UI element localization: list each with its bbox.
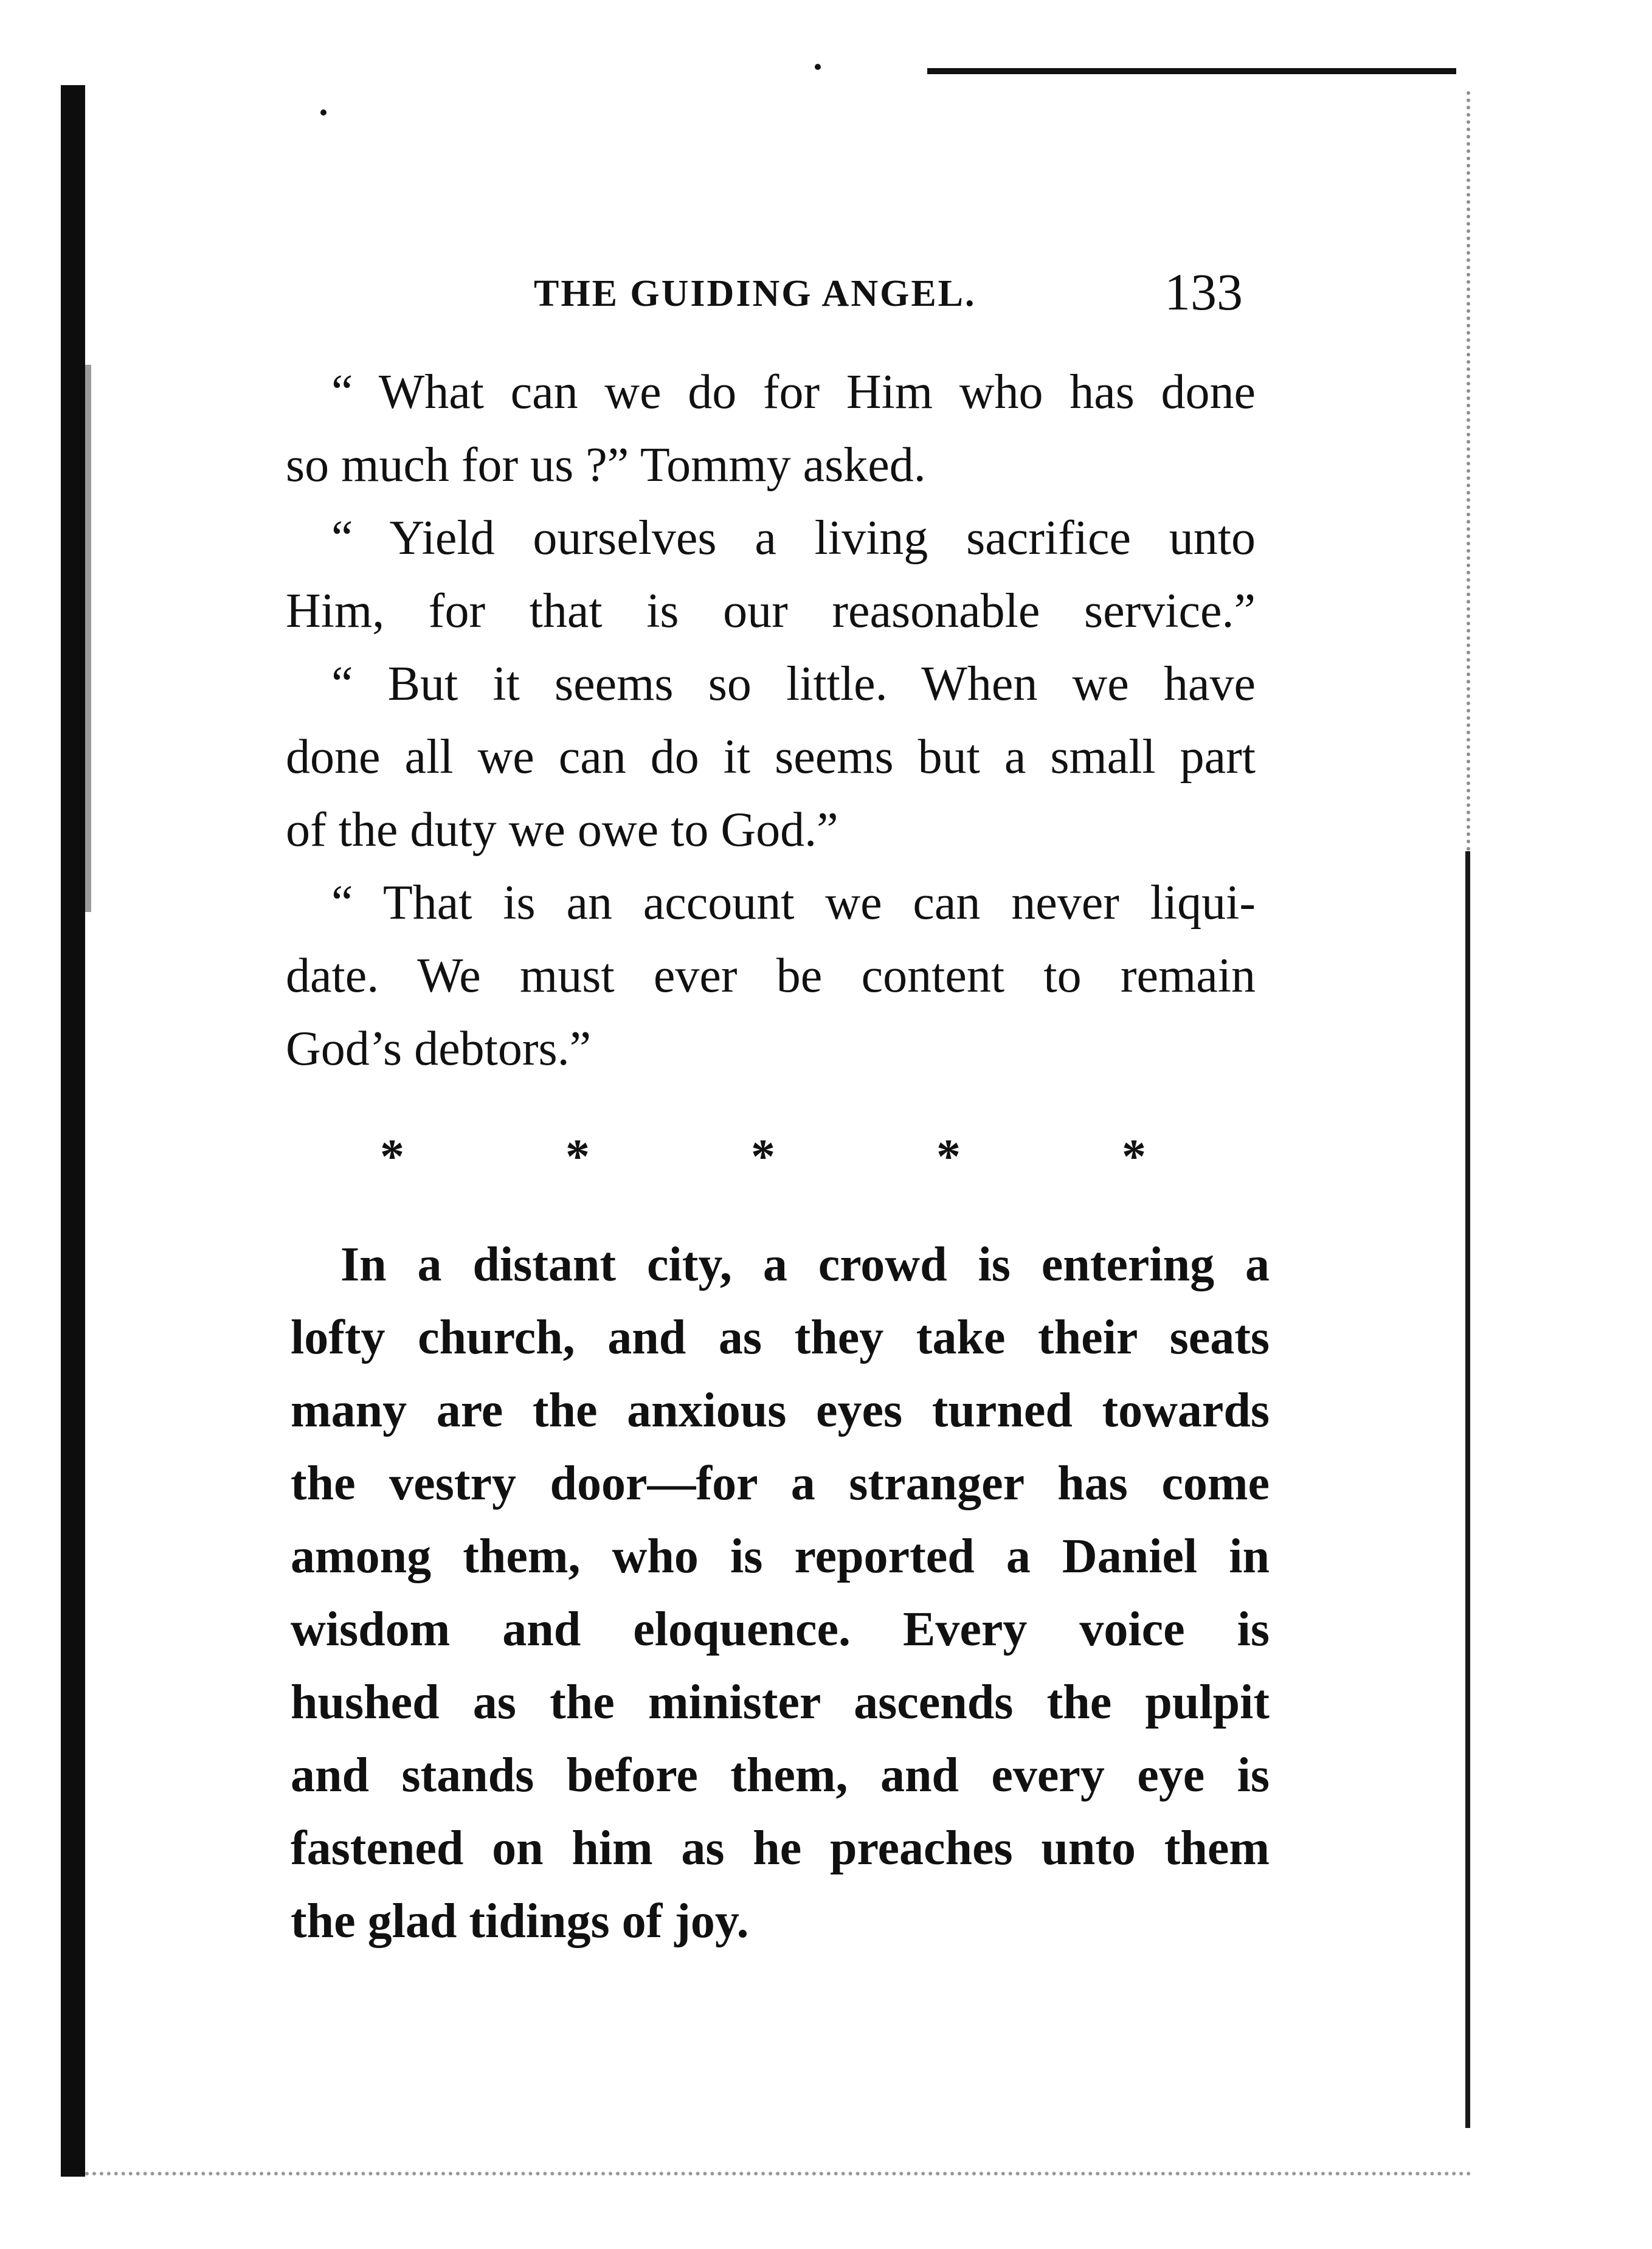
text-line: “ But it seems so little. When we have [331,657,1256,711]
separator-asterisk: * [936,1130,961,1184]
left-scan-shadow [85,365,91,912]
text-line: wisdom and eloquence. Every voice is [291,1603,1270,1656]
running-header [0,261,1652,322]
text-line: done all we can do it seems but a small part [286,730,1256,784]
right-scan-border [1465,851,1470,2128]
separator-asterisk: * [1122,1130,1146,1184]
left-scan-border [61,85,85,2177]
separator-asterisk: * [380,1130,404,1184]
text-line: hushed as the minister ascends the pulpit [291,1676,1270,1729]
text-line: lofty church, and as they take their seats [291,1311,1270,1364]
text-line: among them, who is reported a Daniel in [291,1530,1270,1583]
top-scan-rule [927,68,1456,74]
scan-speck [320,109,327,116]
bottom-scan-edge [85,2172,1471,2182]
scan-speck [815,64,821,70]
section-separator [380,1130,1170,1184]
text-line: “ Yield ourselves a living sacrifice unto [331,511,1256,565]
text-line: many are the anxious eyes turned towards [291,1384,1270,1437]
text-line: In a distant city, a crowd is entering a [340,1238,1270,1291]
text-line: fastened on him as he preaches unto them [291,1822,1270,1875]
text-line: God’s debtors.” [286,1022,592,1076]
text-line: the glad tidings of joy. [291,1895,749,1948]
text-line: date. We must ever be content to remain [286,949,1256,1003]
text-line: of the duty we owe to God.” [286,803,838,857]
separator-asterisk: * [565,1130,590,1184]
right-scan-edge [1467,91,1470,851]
separator-asterisk: * [751,1130,775,1184]
text-line: “ That is an account we can never liqui- [331,876,1256,930]
text-line: “ What can we do for Him who has done [331,365,1256,419]
page-number: 133 [1164,263,1243,321]
text-line: and stands before them, and every eye is [291,1749,1270,1802]
text-line: Him, for that is our reasonable service.” [286,584,1256,638]
text-line: so much for us ?” Tommy asked. [286,438,926,492]
running-title: THE GUIDING ANGEL. [534,273,976,314]
text-line: the vestry door—for a stranger has come [291,1457,1270,1510]
